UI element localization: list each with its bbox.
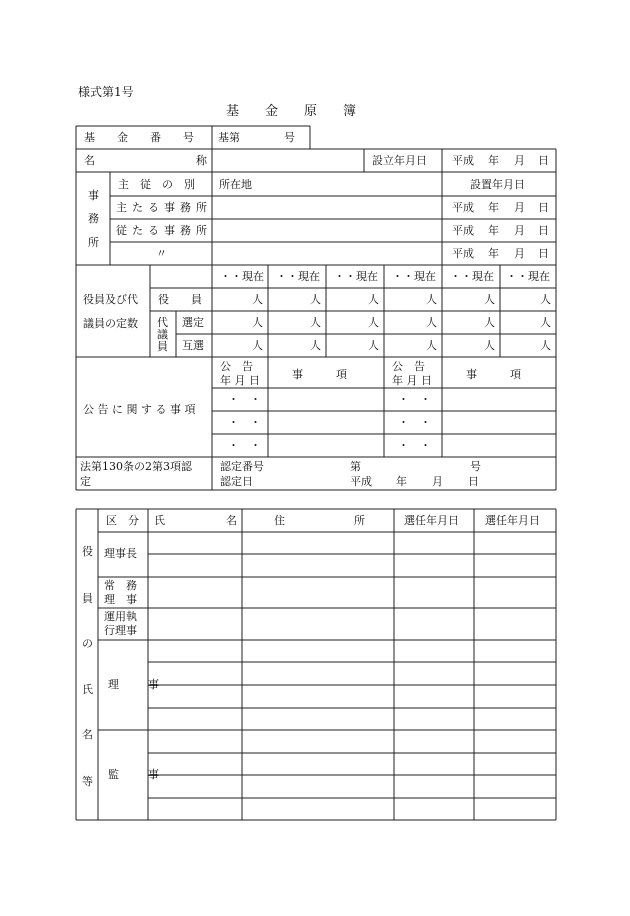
side-label-1: 役 [82, 545, 93, 558]
count-cell[interactable]: 人 [252, 316, 263, 329]
notice-date-cell[interactable]: ・ ・ [398, 393, 431, 406]
as-of-1[interactable]: ・・現在 [220, 270, 264, 283]
notice-date-header-2: 年 月 日 [220, 374, 260, 387]
main-sub-label: 主 従 の 別 [118, 178, 195, 191]
count-cell[interactable]: 人 [368, 316, 379, 329]
cert-date-label: 認定日 [220, 475, 253, 488]
officers-quota-label-1: 役員及び代 [83, 293, 138, 306]
cert-number-label: 認定番号 [220, 460, 264, 473]
notice-date-cell[interactable]: ・ ・ [228, 416, 261, 429]
main-office-label: 主たる事務所 [116, 201, 212, 214]
count-cell[interactable]: 人 [426, 339, 437, 352]
role-operating-2: 行理事 [104, 624, 137, 637]
cert-era: 平成 [350, 475, 372, 488]
law-label-1: 法第130条の2第3項認 [80, 460, 192, 473]
count-cell[interactable]: 人 [540, 339, 551, 352]
fund-number-value[interactable]: 基第 号 [218, 131, 295, 144]
as-of-3[interactable]: ・・現在 [334, 270, 378, 283]
rep-label-2: 議 [157, 328, 168, 341]
role-operating-1: 運用執 [104, 610, 137, 623]
mutual-label: 互選 [182, 339, 204, 352]
count-cell[interactable]: 人 [252, 293, 263, 306]
col-category: 区 分 [106, 514, 139, 527]
role-executive-2: 理 事 [104, 593, 137, 606]
col-name-1: 氏 [154, 514, 165, 527]
cert-year: 年 [396, 475, 407, 488]
notice-date-cell[interactable]: ・ ・ [398, 439, 431, 452]
notice-label: 公 告 に 関 す る 事 項 [83, 403, 196, 416]
notice-date-cell[interactable]: ・ ・ [228, 393, 261, 406]
cert-dai: 第 [350, 460, 361, 473]
officers-quota-label-2: 議員の定数 [83, 317, 138, 330]
page-title: 基 金 原 簿 [226, 104, 357, 119]
role-chairman: 理事長 [104, 547, 137, 560]
role-director: 理 事 [108, 678, 168, 691]
notice-date-cell[interactable]: ・ ・ [398, 416, 431, 429]
rep-label-3: 員 [157, 340, 168, 353]
count-cell[interactable]: 人 [252, 339, 263, 352]
as-of-4[interactable]: ・・現在 [392, 270, 436, 283]
elected-label: 選定 [182, 316, 204, 329]
col-address-1: 住 [274, 514, 285, 527]
side-label-6: 等 [82, 775, 93, 788]
role-auditor: 監 事 [108, 768, 168, 781]
count-cell[interactable]: 人 [310, 293, 321, 306]
cert-day: 日 [468, 475, 479, 488]
ditto-mark: 〃 [156, 247, 167, 260]
col-address-2: 所 [354, 514, 365, 527]
office-label-1: 事 [88, 189, 99, 202]
office-label-2: 務 [88, 212, 99, 225]
side-label-5: 名 [82, 728, 93, 741]
rep-label-1: 代 [157, 316, 168, 329]
location-label: 所在地 [219, 178, 252, 191]
name-label: 名 [84, 154, 95, 167]
count-cell[interactable]: 人 [310, 316, 321, 329]
count-cell[interactable]: 人 [426, 316, 437, 329]
form-number: 様式第1号 [78, 85, 134, 99]
installed-date-label: 設置年月日 [470, 178, 525, 191]
count-cell[interactable]: 人 [368, 339, 379, 352]
cert-month: 月 [432, 475, 443, 488]
col-name-2: 名 [226, 514, 237, 527]
notice-date-header-1: 公 告 [220, 360, 253, 373]
as-of-5[interactable]: ・・現在 [450, 270, 494, 283]
count-cell[interactable]: 人 [540, 316, 551, 329]
notice-date-header-3: 公 告 [392, 360, 425, 373]
law-label-2: 定 [80, 475, 91, 488]
side-label-3: の [82, 637, 93, 650]
count-cell[interactable]: 人 [484, 293, 495, 306]
role-executive-1: 常 務 [104, 579, 137, 592]
officer-row-label: 役 員 [158, 293, 202, 306]
side-label-2: 員 [82, 592, 93, 605]
name-label-end: 称 [196, 154, 207, 167]
col-appointed-2: 選任年月日 [485, 514, 540, 527]
office-label-3: 所 [88, 236, 99, 249]
matter-header-1: 事 項 [292, 368, 347, 381]
count-cell[interactable]: 人 [310, 339, 321, 352]
count-cell[interactable]: 人 [426, 293, 437, 306]
count-cell[interactable]: 人 [484, 339, 495, 352]
sub-office-label: 従たる事務所 [116, 224, 212, 237]
established-date-label: 設立年月日 [372, 154, 427, 167]
notice-date-header-4: 年 月 日 [392, 374, 432, 387]
count-cell[interactable]: 人 [484, 316, 495, 329]
notice-date-cell[interactable]: ・ ・ [228, 439, 261, 452]
as-of-2[interactable]: ・・現在 [276, 270, 320, 283]
count-cell[interactable]: 人 [540, 293, 551, 306]
count-cell[interactable]: 人 [368, 293, 379, 306]
matter-header-2: 事 項 [466, 368, 521, 381]
as-of-6[interactable]: ・・現在 [506, 270, 550, 283]
side-label-4: 氏 [82, 683, 93, 696]
fund-number-label: 基 金 番 号 [84, 131, 194, 144]
cert-go: 号 [470, 460, 481, 473]
col-appointed-1: 選任年月日 [404, 514, 459, 527]
